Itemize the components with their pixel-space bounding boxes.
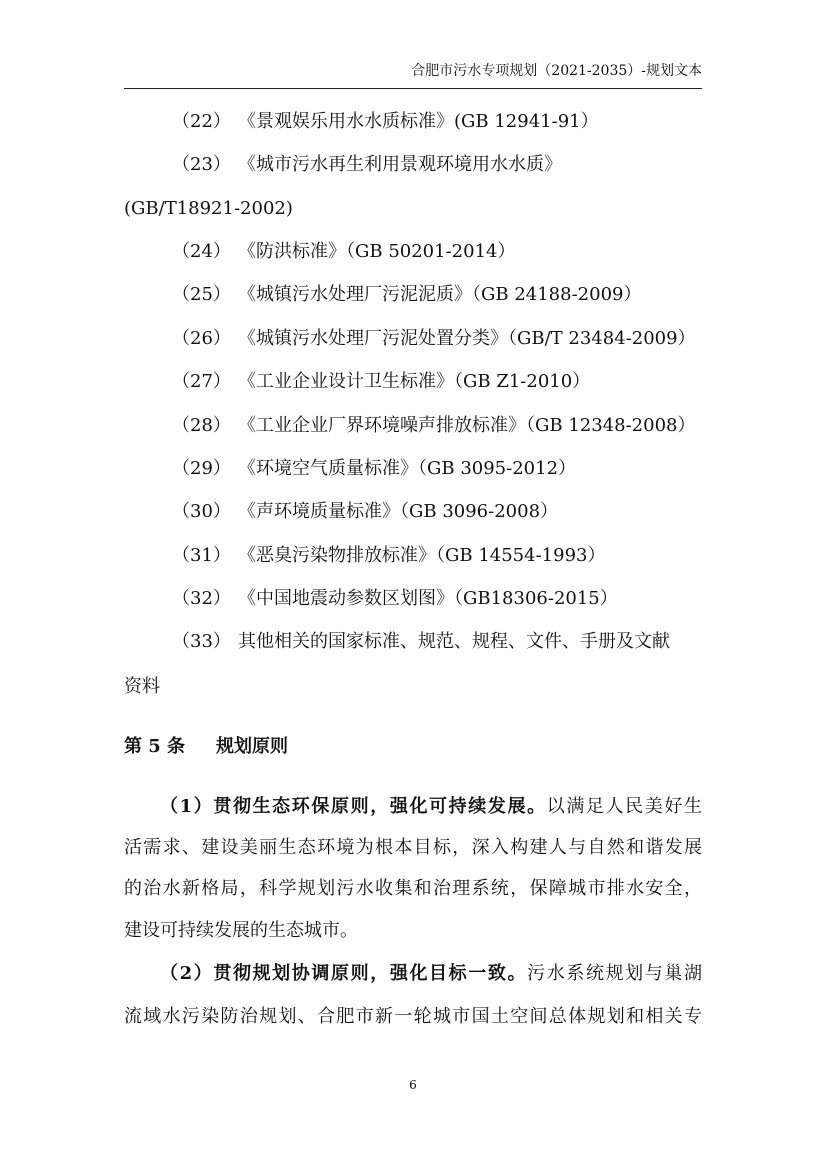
reference-text: 《城镇污水处理厂污泥处置分类》（GB/T 23484-2009） (238, 328, 696, 349)
principle-heading: （1）贯彻生态环保原则，强化可持续发展。 (160, 796, 547, 817)
reference-item-28 (172, 413, 695, 439)
reference-item-23-continuation: (GB/T18921-2002) (124, 198, 293, 219)
reference-number: （33） (172, 631, 231, 652)
reference-item-24 (172, 239, 515, 265)
principle-text: 污水系统规划与巢湖 (527, 963, 702, 984)
page-header (124, 58, 702, 89)
reference-item-22 (172, 109, 599, 135)
reference-number: （22） (172, 111, 231, 132)
reference-item-33-continuation: 资料 (124, 676, 160, 697)
reference-item-30 (172, 499, 558, 525)
article-number: 第 5 条 (124, 736, 186, 757)
header-title: 合肥市污水专项规划（2021-2035）-规划文本 (411, 63, 702, 79)
reference-item-29 (172, 456, 576, 482)
principle-1-line: 建设可持续发展的生态城市。 (124, 920, 358, 941)
page-number: 6 (409, 1078, 417, 1092)
reference-number: （28） (172, 415, 231, 436)
reference-text: 《工业企业设计卫生标准》（GB Z1-2010） (238, 371, 591, 392)
reference-item-23 (172, 152, 562, 178)
reference-number: （23） (172, 154, 231, 175)
reference-number: （26） (172, 328, 231, 349)
reference-text: 《工业企业厂界环境噪声排放标准》（GB 12348-2008） (238, 415, 696, 436)
reference-number: （29） (172, 458, 231, 479)
principle-text: 以满足人民美好生 (546, 796, 702, 817)
principle-1-line (160, 794, 702, 820)
reference-number: （24） (172, 241, 231, 262)
reference-item-26 (172, 326, 696, 352)
reference-item-33 (172, 629, 670, 655)
reference-item-32 (172, 586, 618, 612)
article-title: 规划原则 (216, 736, 288, 757)
reference-text: 《中国地震动参数区划图》（GB18306-2015） (238, 588, 618, 609)
principle-heading: （2）贯彻规划协调原则，强化目标一致。 (160, 963, 528, 984)
reference-number: （31） (172, 545, 231, 566)
reference-item-31 (172, 543, 605, 569)
article-heading (124, 734, 288, 760)
principle-2-line (160, 961, 702, 987)
reference-text: 《城市污水再生利用景观环境用水水质》 (238, 154, 562, 175)
reference-number: （27） (172, 371, 231, 392)
reference-text: 《防洪标准》（GB 50201-2014） (238, 241, 516, 262)
reference-text: 《景观娱乐用水水质标准》(GB 12941-91） (238, 111, 599, 132)
reference-number: （32） (172, 588, 231, 609)
reference-text: 《环境空气质量标准》（GB 3095-2012） (238, 458, 577, 479)
reference-item-27 (172, 369, 590, 395)
reference-number: （30） (172, 501, 231, 522)
reference-text: 其他相关的国家标准、规范、规程、文件、手册及文献 (238, 631, 670, 652)
reference-number: （25） (172, 284, 231, 305)
reference-item-25 (172, 282, 641, 308)
principle-1-line: 活需求、建设美丽生态环境为根本目标，深入构建人与自然和谐发展 (124, 837, 702, 858)
principle-2-line: 流域水污染防治规划、合肥市新一轮城市国土空间总体规划和相关专 (124, 1006, 702, 1027)
reference-text: 《声环境质量标准》（GB 3096-2008） (238, 501, 559, 522)
principle-1-line: 的治水新格局，科学规划污水收集和治理系统，保障城市排水安全， (124, 878, 702, 899)
reference-text: 《恶臭污染物排放标准》（GB 14554-1993） (238, 545, 606, 566)
reference-text: 《城镇污水处理厂污泥泥质》（GB 24188-2009） (238, 284, 642, 305)
